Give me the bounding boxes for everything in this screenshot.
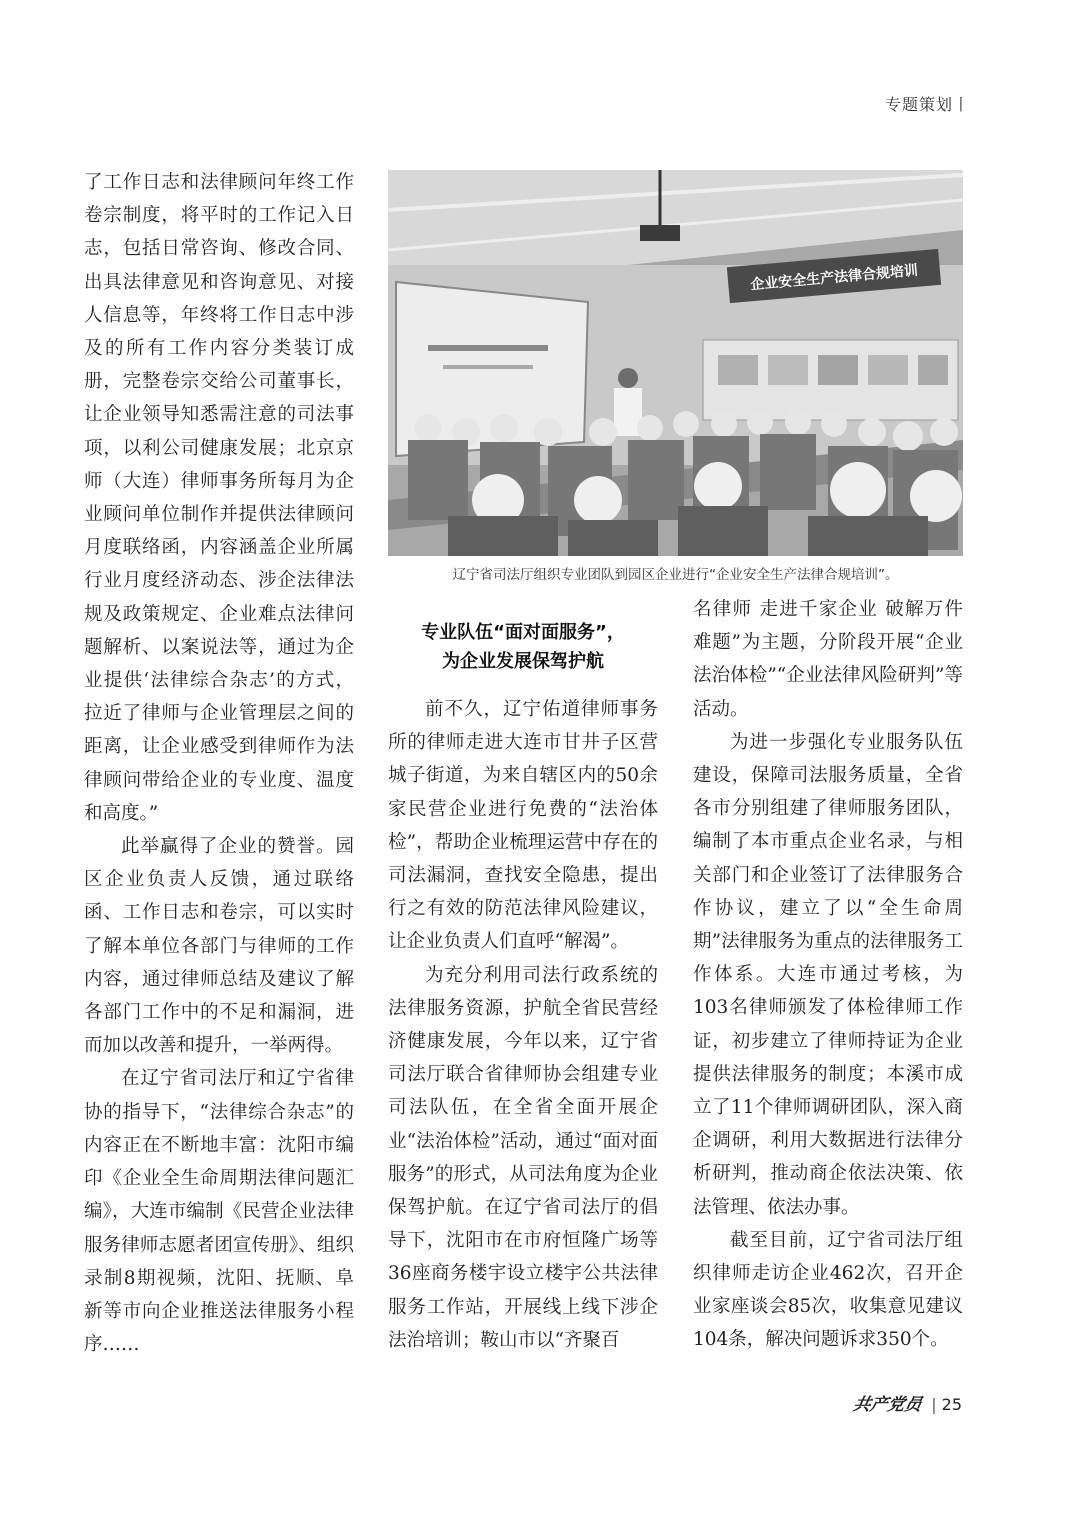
page-footer — [851, 1390, 962, 1415]
subheading-line-2: 为企业发展保驾护航 — [442, 651, 604, 672]
paragraph: 截至目前，辽宁省司法厅组织律师走访企业462次，召开企业家座谈会85次，收集意见建议104条，解决问题诉求350个。 — [693, 1229, 963, 1351]
text-column-3 — [693, 593, 963, 1357]
banner-text: 企业安全生产法律合规培训 — [749, 262, 919, 294]
footer-divider: | — [931, 1395, 937, 1414]
training-photo — [388, 170, 963, 556]
paragraph: 此举赢得了企业的赞誉。园区企业负责人反馈，通过联络函、工作日志和卷宗，可以实时了解本单位各部门与律师的工作内容，通过律师总结及建议了解各部门工作中的不足和漏洞，进而加以改善和提升，一举两得。 — [84, 836, 354, 1057]
paragraph: 了工作日志和法律顾问年终工作卷宗制度，将平时的工作记入日志，包括日常咨询、修改合同、出具法律意见和咨询意见、对接人信息等，年终将工作日志中涉及的所有工作内容分类装订成册，完整卷宗交给公司董事长，让企业领导知悉需注意的司法事项，以利公司健康发展；北京京师（大连）律师事务所每月为企业顾问单位制作并提供法律顾问月度联络函，内容涵盖企业所属行业月度经济动态、涉企法律法规及政策规定、企业难点法律问题解析、以案说法等，通过为企业提供‘法律综合杂志’的方式，拉近了律师与企业管理层之间的距离，让企业感受到律师作为法律顾问带给企业的专业度、温度和高度。” — [84, 172, 354, 824]
magazine-logo: 共产党员 — [851, 1395, 924, 1415]
section-subheading — [388, 618, 658, 676]
text-column-1 — [84, 166, 354, 1361]
paragraph: 名律师 走进千家企业 破解万件难题”为主题，分阶段开展“企业法治体检”“企业法律风险研判”等活动。 — [693, 599, 963, 720]
paragraph: 在辽宁省司法厅和辽宁省律协的指导下，“法律综合杂志”的内容正在不断地丰富：沈阳市编印《企业全生命周期法律问题汇编》，大连市编制《民营企业法律服务律师志愿者团宣传册》、组织录制8期视频，沈阳、抚顺、阜新等市向企业推送法律服务小程序…… — [84, 1068, 354, 1356]
page-number: 25 — [941, 1395, 962, 1414]
section-header: 专题策划丨 — [884, 95, 970, 114]
subheading-line-1: 专业队伍“面对面服务”， — [421, 622, 625, 643]
paragraph: 为进一步强化专业服务队伍建设，保障司法服务质量，全省各市分别组建了律师服务团队，编制了本市重点企业名录，与相关部门和企业签订了法律服务合作协议，建立了以“全生命周期”法律服务为重点的法律服务工作体系。大连市通过考核，为103名律师颁发了体检律师工作证，初步建立了律师持证为企业提供法律服务的制度；本溪市成立了11个律师调研团队，深入商企调研，利用大数据进行法律分析研判，推动商企依法决策、依法管理、依法办事。 — [693, 731, 963, 1218]
paragraph: 前不久，辽宁佑道律师事务所的律师走进大连市甘井子区营城子街道，为来自辖区内的50余家民营企业进行免费的“法治体检”，帮助企业梳理运营中存在的司法漏洞，查找安全隐患，提出行之有效的防范法律风险建议，让企业负责人们直呼“解渴”。 — [388, 699, 658, 953]
paragraph: 为充分利用司法行政系统的法律服务资源，护航全省民营经济健康发展，今年以来，辽宁省司法厅联合省律师协会组建专业司法队伍，在全省全面开展企业“法治体检”活动，通过“面对面服务”的形式，从司法角度为企业保驾护航。在辽宁省司法厅的倡导下，沈阳市在市府恒隆广场等36座商务楼宇设立楼宇公共法律服务工作站，开展线上线下涉企法治培训；鞍山市以“齐聚百 — [388, 964, 658, 1351]
photo-caption: 辽宁省司法厅组织专业团队到园区企业进行“企业安全生产法律合规培训”。 — [452, 567, 899, 583]
text-column-2 — [388, 693, 658, 1357]
